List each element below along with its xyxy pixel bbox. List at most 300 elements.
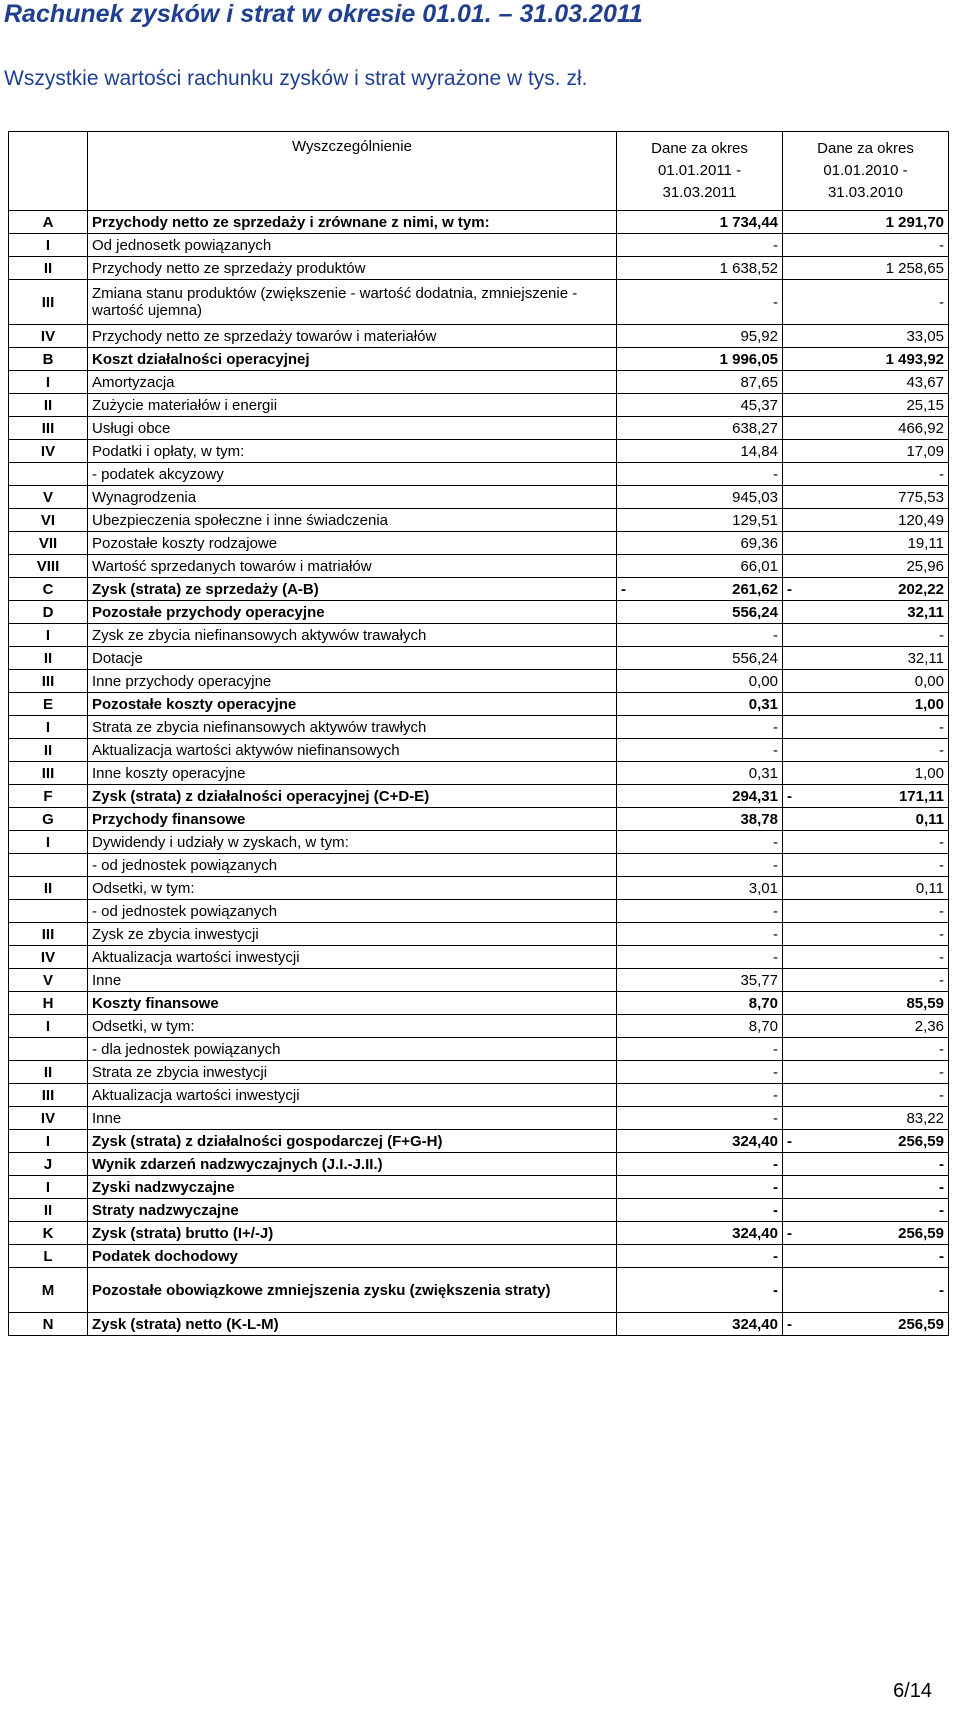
- row-value-2011: [617, 693, 783, 716]
- row-value-2011: [617, 1245, 783, 1268]
- row-code: II: [9, 1199, 88, 1222]
- row-value-2011: [617, 601, 783, 624]
- row-value: -: [939, 1086, 944, 1104]
- row-value-2011: [617, 1313, 783, 1336]
- row-value-2010: [783, 762, 949, 785]
- row-value-2010: [783, 992, 949, 1015]
- row-code: I: [9, 1130, 88, 1153]
- row-value: 83,22: [906, 1109, 944, 1127]
- row-code: E: [9, 693, 88, 716]
- row-value-2011: [617, 785, 783, 808]
- row-value: -: [939, 1247, 944, 1265]
- row-code: V: [9, 969, 88, 992]
- row-value: -: [939, 1201, 944, 1219]
- row-value-2011: [617, 716, 783, 739]
- row-description: Pozostałe obowiązkowe zmniejszenia zysku (zwiększenia straty): [88, 1268, 617, 1313]
- row-value: -: [939, 833, 944, 851]
- table-row: [9, 509, 949, 532]
- row-value: -: [773, 1109, 778, 1127]
- row-value: 38,78: [740, 810, 778, 828]
- row-value-2011: [617, 417, 783, 440]
- row-value-2010: [783, 1268, 949, 1313]
- row-value-2011: [617, 280, 783, 325]
- table-row: [9, 877, 949, 900]
- row-value-2010: [783, 211, 949, 234]
- header-period-2011-line: 31.03.2011: [662, 184, 737, 201]
- row-value-2011: [617, 670, 783, 693]
- row-value: 1 638,52: [719, 259, 778, 277]
- table-row: [9, 992, 949, 1015]
- row-value: -: [939, 971, 944, 989]
- row-value: -: [939, 1281, 944, 1299]
- row-value: -: [773, 1201, 778, 1219]
- row-description: Dotacje: [88, 647, 617, 670]
- header-period-2010-line: Dane za okres: [817, 140, 914, 157]
- row-value: 3,01: [748, 879, 778, 897]
- row-value: -: [773, 465, 778, 483]
- row-value-2010: [783, 440, 949, 463]
- row-value: -: [939, 741, 944, 759]
- row-value-2011: [617, 555, 783, 578]
- row-value-2010: [783, 969, 949, 992]
- row-code: III: [9, 417, 88, 440]
- table-row: [9, 1084, 949, 1107]
- row-value-2010: [783, 486, 949, 509]
- table-row: [9, 1245, 949, 1268]
- row-description: Inne: [88, 969, 617, 992]
- row-description: Aktualizacja wartości inwestycji: [88, 946, 617, 969]
- row-value-2011: [617, 877, 783, 900]
- row-value-2011: [617, 992, 783, 1015]
- row-value: -: [939, 465, 944, 483]
- table-row: [9, 394, 949, 417]
- row-value-2010: [783, 1038, 949, 1061]
- row-value: 66,01: [740, 557, 778, 575]
- row-value: -: [939, 902, 944, 920]
- row-value-2011: [617, 739, 783, 762]
- row-value-2010: [783, 234, 949, 257]
- row-value-2010: [783, 280, 949, 325]
- table-row: [9, 808, 949, 831]
- row-description: Przychody netto ze sprzedaży i zrównane z nimi, w tym:: [88, 211, 617, 234]
- header-period-2011-line: Dane za okres: [651, 140, 748, 157]
- row-value: -: [939, 925, 944, 943]
- row-value-2010: [783, 1245, 949, 1268]
- row-description: Wartość sprzedanych towarów i matriałów: [88, 555, 617, 578]
- row-description: Zyski nadzwyczajne: [88, 1176, 617, 1199]
- row-value: -: [773, 948, 778, 966]
- row-value: -: [773, 856, 778, 874]
- row-value-2010: [783, 325, 949, 348]
- row-description: Zysk (strata) ze sprzedaży (A-B): [88, 578, 617, 601]
- row-value-2011: [617, 923, 783, 946]
- negative-sign: -: [787, 580, 792, 598]
- table-row: [9, 1176, 949, 1199]
- table-row: [9, 762, 949, 785]
- row-value: -: [939, 236, 944, 254]
- negative-sign: -: [787, 787, 792, 805]
- row-value: 95,92: [740, 327, 778, 345]
- row-code: III: [9, 670, 88, 693]
- row-value-2010: [783, 371, 949, 394]
- row-value-2010: [783, 257, 949, 280]
- row-value: 25,96: [906, 557, 944, 575]
- row-value: 775,53: [898, 488, 944, 506]
- row-value-2010: [783, 808, 949, 831]
- row-value: -: [773, 626, 778, 644]
- row-code: VI: [9, 509, 88, 532]
- header-description: Wyszczególnienie: [88, 132, 617, 211]
- row-value-2011: [617, 647, 783, 670]
- row-value: -: [773, 1063, 778, 1081]
- table-row: [9, 280, 949, 325]
- header-period-2010-line: 31.03.2010: [827, 184, 904, 201]
- table-row: [9, 1130, 949, 1153]
- table-row: [9, 440, 949, 463]
- row-value: 0,31: [748, 764, 778, 782]
- row-description: Usługi obce: [88, 417, 617, 440]
- row-description: Koszty finansowe: [88, 992, 617, 1015]
- row-code: II: [9, 647, 88, 670]
- row-code: III: [9, 923, 88, 946]
- row-value-2011: [617, 1084, 783, 1107]
- row-value: 324,40: [732, 1315, 778, 1333]
- row-value: 32,11: [907, 603, 944, 621]
- row-code: VII: [9, 532, 88, 555]
- row-value-2010: [783, 739, 949, 762]
- row-value: -: [773, 1040, 778, 1058]
- row-value: 1 996,05: [719, 350, 778, 368]
- row-value: -: [773, 293, 778, 311]
- row-value: -: [773, 718, 778, 736]
- row-description: Zysk (strata) brutto (I+/-J): [88, 1222, 617, 1245]
- row-value: 324,40: [732, 1224, 778, 1242]
- row-description: - od jednostek powiązanych: [88, 854, 617, 877]
- table-row: [9, 1153, 949, 1176]
- row-value-2011: [617, 762, 783, 785]
- row-description: Inne: [88, 1107, 617, 1130]
- row-value-2010: [783, 624, 949, 647]
- row-description: - dla jednostek powiązanych: [88, 1038, 617, 1061]
- row-description: Zmiana stanu produktów (zwiększenie - wartość dodatnia, zmniejszenie - wartość ujemna): [88, 280, 617, 325]
- row-value: 1,00: [914, 695, 944, 713]
- table-row: [9, 532, 949, 555]
- row-value: 256,59: [898, 1224, 944, 1242]
- row-description: Zysk ze zbycia inwestycji: [88, 923, 617, 946]
- row-description: Amortyzacja: [88, 371, 617, 394]
- table-row: [9, 831, 949, 854]
- negative-sign: -: [787, 1315, 792, 1333]
- row-value: 69,36: [740, 534, 778, 552]
- row-value-2011: [617, 1038, 783, 1061]
- row-description: Odsetki, w tym:: [88, 877, 617, 900]
- row-code: I: [9, 624, 88, 647]
- row-description: Dywidendy i udziały w zyskach, w tym:: [88, 831, 617, 854]
- row-code: II: [9, 739, 88, 762]
- row-description: Wynagrodzenia: [88, 486, 617, 509]
- row-value-2011: [617, 394, 783, 417]
- row-value: -: [939, 718, 944, 736]
- row-value-2010: [783, 946, 949, 969]
- table-body: [9, 211, 949, 1336]
- row-value-2011: [617, 1061, 783, 1084]
- row-code: IV: [9, 1107, 88, 1130]
- row-description: Zysk ze zbycia niefinansowych aktywów trawałych: [88, 624, 617, 647]
- row-code: [9, 900, 88, 923]
- row-code: [9, 463, 88, 486]
- row-value-2011: [617, 532, 783, 555]
- row-value-2011: [617, 440, 783, 463]
- table-row: [9, 693, 949, 716]
- table-row: [9, 1107, 949, 1130]
- row-code: I: [9, 1176, 88, 1199]
- row-value-2010: [783, 1130, 949, 1153]
- table-row: [9, 371, 949, 394]
- table-row: [9, 234, 949, 257]
- row-value: 1 258,65: [885, 259, 944, 277]
- table-row: [9, 900, 949, 923]
- row-value: 43,67: [906, 373, 944, 391]
- row-value-2011: [617, 854, 783, 877]
- row-value-2010: [783, 1222, 949, 1245]
- table-row: [9, 257, 949, 280]
- row-value: -: [773, 1281, 778, 1299]
- row-value: 17,09: [906, 442, 944, 460]
- row-value: 945,03: [732, 488, 778, 506]
- row-code: II: [9, 1061, 88, 1084]
- row-value: -: [939, 1040, 944, 1058]
- header-period-2011-line: 01.01.2011 -: [657, 162, 742, 179]
- header-period-2010: [783, 132, 949, 211]
- row-value-2010: [783, 785, 949, 808]
- row-value-2011: [617, 1199, 783, 1222]
- row-value-2011: [617, 486, 783, 509]
- row-value: 261,62: [732, 580, 778, 598]
- row-value: -: [773, 741, 778, 759]
- row-value-2011: [617, 257, 783, 280]
- row-value-2010: [783, 532, 949, 555]
- row-code: I: [9, 234, 88, 257]
- page-number: 6/14: [893, 1680, 932, 1702]
- row-value: -: [773, 1247, 778, 1265]
- row-value: -: [939, 1063, 944, 1081]
- row-value: 466,92: [898, 419, 944, 437]
- row-description: Strata ze zbycia inwestycji: [88, 1061, 617, 1084]
- table-row: [9, 624, 949, 647]
- row-value-2011: [617, 624, 783, 647]
- row-description: Zysk (strata) netto (K-L-M): [88, 1313, 617, 1336]
- table-row: [9, 463, 949, 486]
- header-period-2011: [617, 132, 783, 211]
- row-description: Aktualizacja wartości aktywów niefinansowych: [88, 739, 617, 762]
- page-title: Rachunek zysków i strat w okresie 01.01. – 31.03.2011: [4, 0, 643, 28]
- row-value-2011: [617, 463, 783, 486]
- row-description: Wynik zdarzeń nadzwyczajnych (J.I.-J.II.): [88, 1153, 617, 1176]
- table-row: [9, 1313, 949, 1336]
- row-description: Podatek dochodowy: [88, 1245, 617, 1268]
- row-code: C: [9, 578, 88, 601]
- row-value: 8,70: [748, 994, 778, 1012]
- row-code: VIII: [9, 555, 88, 578]
- row-description: Inne koszty operacyjne: [88, 762, 617, 785]
- row-value: 85,59: [906, 994, 944, 1012]
- row-value: 1 291,70: [885, 213, 944, 231]
- table-row: [9, 1015, 949, 1038]
- row-code: I: [9, 371, 88, 394]
- table-row: [9, 601, 949, 624]
- row-value-2010: [783, 877, 949, 900]
- row-value: 25,15: [906, 396, 944, 414]
- row-value: -: [939, 626, 944, 644]
- row-value-2010: [783, 831, 949, 854]
- row-code: I: [9, 831, 88, 854]
- row-description: Od jednosetk powiązanych: [88, 234, 617, 257]
- row-value: -: [773, 833, 778, 851]
- row-value-2011: [617, 578, 783, 601]
- row-value-2010: [783, 1313, 949, 1336]
- row-value-2011: [617, 808, 783, 831]
- row-value: 14,84: [740, 442, 778, 460]
- row-value-2010: [783, 716, 949, 739]
- row-value-2010: [783, 1107, 949, 1130]
- row-code: IV: [9, 440, 88, 463]
- row-value-2011: [617, 946, 783, 969]
- row-value: 1 734,44: [719, 213, 778, 231]
- table-row: [9, 785, 949, 808]
- row-value-2010: [783, 578, 949, 601]
- row-description: Ubezpieczenia społeczne i inne świadczenia: [88, 509, 617, 532]
- row-code: K: [9, 1222, 88, 1245]
- row-value: 33,05: [906, 327, 944, 345]
- header-period-2010-line: 01.01.2010 -: [823, 162, 908, 179]
- row-value: 1,00: [914, 764, 944, 782]
- row-description: Pozostałe koszty rodzajowe: [88, 532, 617, 555]
- row-value: 171,11: [898, 787, 944, 805]
- row-description: Zysk (strata) z działalności gospodarczej (F+G-H): [88, 1130, 617, 1153]
- row-value: -: [773, 1178, 778, 1196]
- row-value-2011: [617, 1268, 783, 1313]
- row-value-2011: [617, 325, 783, 348]
- row-value: 1 493,92: [885, 350, 944, 368]
- row-description: Przychody netto ze sprzedaży produktów: [88, 257, 617, 280]
- row-value-2010: [783, 1015, 949, 1038]
- row-description: Zysk (strata) z działalności operacyjnej (C+D-E): [88, 785, 617, 808]
- row-value: 324,40: [732, 1132, 778, 1150]
- row-value: 0,11: [915, 810, 944, 828]
- row-value: 202,22: [898, 580, 944, 598]
- row-code: III: [9, 762, 88, 785]
- row-value-2011: [617, 509, 783, 532]
- row-code: [9, 854, 88, 877]
- row-value: -: [939, 293, 944, 311]
- row-value: -: [773, 925, 778, 943]
- row-code: N: [9, 1313, 88, 1336]
- row-value: 8,70: [748, 1017, 778, 1035]
- row-value: 45,37: [740, 396, 778, 414]
- row-value-2010: [783, 348, 949, 371]
- table-row: [9, 1199, 949, 1222]
- row-code: II: [9, 877, 88, 900]
- row-code: III: [9, 1084, 88, 1107]
- table-row: [9, 578, 949, 601]
- table-row: [9, 1268, 949, 1313]
- row-value-2011: [617, 234, 783, 257]
- row-code: II: [9, 394, 88, 417]
- row-value: -: [939, 948, 944, 966]
- row-value-2010: [783, 555, 949, 578]
- row-value-2011: [617, 1153, 783, 1176]
- row-value-2010: [783, 394, 949, 417]
- row-value-2010: [783, 854, 949, 877]
- row-description: - od jednostek powiązanych: [88, 900, 617, 923]
- row-code: J: [9, 1153, 88, 1176]
- row-description: - podatek akcyzowy: [88, 463, 617, 486]
- row-value-2010: [783, 1199, 949, 1222]
- table-row: [9, 946, 949, 969]
- row-value: -: [939, 1178, 944, 1196]
- row-description: Podatki i opłaty, w tym:: [88, 440, 617, 463]
- row-value: 120,49: [898, 511, 944, 529]
- table-row: [9, 211, 949, 234]
- table-row: [9, 325, 949, 348]
- row-value-2011: [617, 371, 783, 394]
- row-value: -: [773, 236, 778, 254]
- row-code: M: [9, 1268, 88, 1313]
- header-code-cell: [9, 132, 88, 211]
- row-description: Koszt działalności operacyjnej: [88, 348, 617, 371]
- row-value-2010: [783, 1061, 949, 1084]
- row-code: B: [9, 348, 88, 371]
- row-code: II: [9, 257, 88, 280]
- row-code: A: [9, 211, 88, 234]
- row-value-2010: [783, 1153, 949, 1176]
- row-code: I: [9, 1015, 88, 1038]
- table-row: [9, 854, 949, 877]
- row-value-2010: [783, 900, 949, 923]
- table-row: [9, 739, 949, 762]
- row-value-2011: [617, 1015, 783, 1038]
- row-code: IV: [9, 946, 88, 969]
- row-description: Pozostałe przychody operacyjne: [88, 601, 617, 624]
- row-value: 129,51: [732, 511, 778, 529]
- row-value: -: [773, 1155, 778, 1173]
- row-value: 0,11: [915, 879, 944, 897]
- row-description: Aktualizacja wartości inwestycji: [88, 1084, 617, 1107]
- income-statement-table: [8, 131, 949, 1336]
- row-value: 256,59: [898, 1132, 944, 1150]
- row-value-2010: [783, 1176, 949, 1199]
- table-row: [9, 1061, 949, 1084]
- row-value-2011: [617, 900, 783, 923]
- negative-sign: -: [787, 1132, 792, 1150]
- row-value-2010: [783, 1084, 949, 1107]
- row-code: L: [9, 1245, 88, 1268]
- row-value-2011: [617, 1107, 783, 1130]
- table-row: [9, 348, 949, 371]
- row-value: 0,31: [748, 695, 778, 713]
- page-subtitle: Wszystkie wartości rachunku zysków i strat wyrażone w tys. zł.: [4, 67, 588, 90]
- row-value: 556,24: [732, 603, 778, 621]
- row-value-2011: [617, 969, 783, 992]
- row-code: G: [9, 808, 88, 831]
- row-value: -: [773, 902, 778, 920]
- table-row: [9, 670, 949, 693]
- row-value: 556,24: [732, 649, 778, 667]
- row-value: -: [773, 1086, 778, 1104]
- row-code: V: [9, 486, 88, 509]
- row-value: 19,11: [907, 534, 944, 552]
- row-value-2010: [783, 463, 949, 486]
